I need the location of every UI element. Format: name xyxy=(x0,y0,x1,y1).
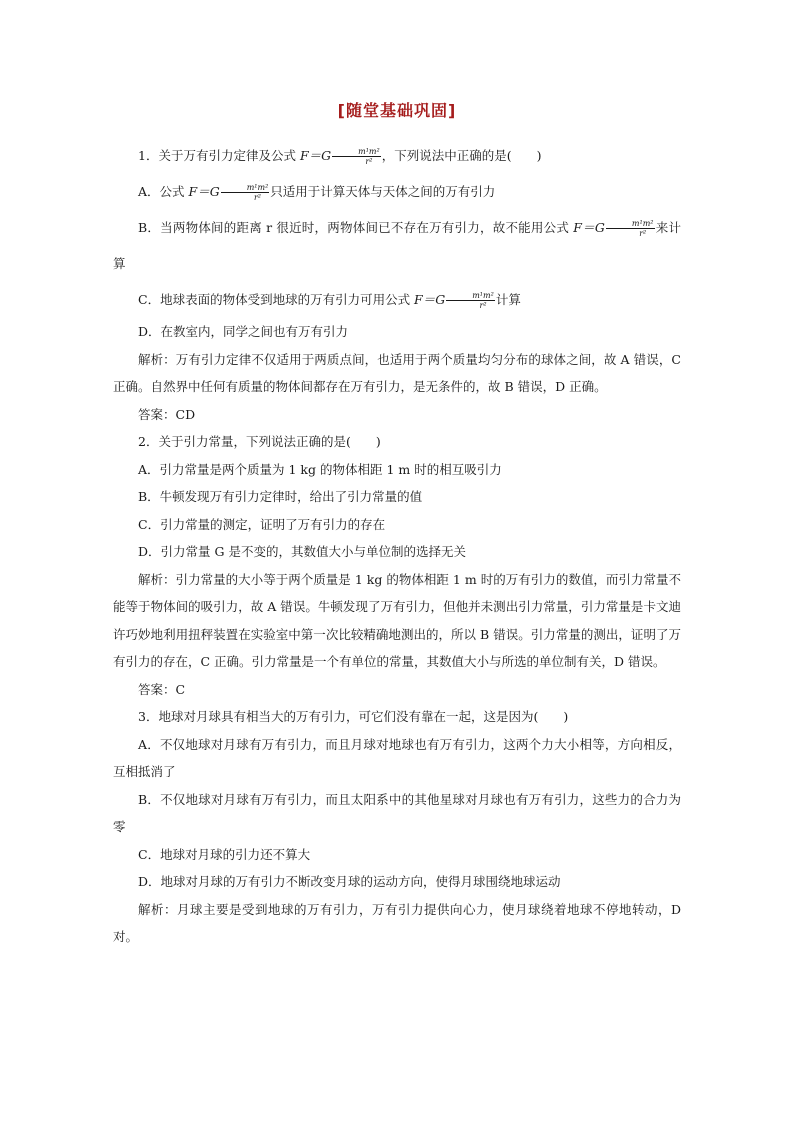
question-2-option-b: B．牛顿发现万有引力定律时，给出了引力常量的值 xyxy=(138,489,423,504)
question-1-option-c: C．地球表面的物体受到地球的万有引力可用公式 F＝G $\frac{\text{m¹m²}}{\text{r²}}$ 计算 xyxy=(138,291,521,310)
question-3-stem: 3．地球对月球具有相当大的万有引力，可它们没有靠在一起，这是因为( ) xyxy=(138,709,569,724)
question-3-option-b: B．不仅地球对月球有万有引力，而且太阳系中的其他星球对月球也有万有引力，这些力的合力为零 xyxy=(113,791,681,834)
question-1-analysis: 解析：万有引力定律不仅适用于两质点间，也适用于两个质量均匀分布的球体之间，故 A 错误，C 正确。自然界中任何有质量的物体间都存在万有引力，是无条件的，故 B 错误，D 正确。 xyxy=(113,351,681,394)
gravitation-formula-fraction: $\frac{\text{m¹m²}}{\text{r²}}$ xyxy=(606,219,655,238)
question-1-answer: 答案：CD xyxy=(138,406,196,422)
question-1-option-d: D．在教室内，同学之间也有万有引力 xyxy=(138,324,349,339)
question-2-answer: 答案：C xyxy=(138,681,186,697)
question-3-analysis: 解析：月球主要是受到地球的万有引力，万有引力提供向心力，使月球绕着地球不停地转动，D 对。 xyxy=(113,901,681,944)
gravitation-formula-fraction: $\frac{\text{m¹m²}}{\text{r²}}$ xyxy=(221,183,270,202)
question-2-analysis: 解析：引力常量的大小等于两个质量是 1 kg 的物体相距 1 m 时的万有引力的数值，而引力常量不能等于物体间的吸引力，故 A 错误。牛顿发现了万有引力，但他并未测出引力常量，引力常量是卡文迪许巧妙地利用扭秤装置在实验室中第一次比较精确地测出的，所以 B 错误。引力常量的测出，证明了万有引力的存在，C 正确。引力常量是一个有单位的常量，其数值大小与所选的单位制有关，D 错误。 xyxy=(113,571,681,669)
gravitation-formula-fraction: $\frac{\text{m¹m²}}{\text{r²}}$ xyxy=(446,291,495,310)
section-title: [随堂基础巩固] xyxy=(337,101,457,120)
question-2-stem: 2．关于引力常量，下列说法正确的是( ) xyxy=(138,434,381,449)
question-2-option-c: C．引力常量的测定，证明了万有引力的存在 xyxy=(138,516,386,532)
question-3-option-a: A．不仅地球对月球有万有引力，而且月球对地球也有万有引力，这两个力大小相等，方向相反，互相抵消了 xyxy=(113,736,681,779)
question-2-option-d: D．引力常量 G 是不变的，其数值大小与单位制的选择无关 xyxy=(138,544,466,559)
question-2-option-a: A．引力常量是两个质量为 1 kg 的物体相距 1 m 时的相互吸引力 xyxy=(138,461,502,477)
content-body xyxy=(113,138,681,951)
question-3-option-c: C．地球对月球的引力还不算大 xyxy=(138,846,311,862)
question-3-option-d: D．地球对月球的万有引力不断改变月球的运动方向，使得月球围绕地球运动 xyxy=(138,874,561,889)
question-1-option-a: A．公式 F＝G $\frac{\text{m¹m²}}{\text{r²}}$ 只适用于计算天体与天体之间的万有引力 xyxy=(138,183,496,202)
question-1-option-b: B．当两物体间的距离 r 很近时，两物体间已不存在万有引力，故不能用公式 F＝G $\frac{\text{m¹m²}}{\text{r²}}$ 来计算 xyxy=(113,219,681,271)
gravitation-formula-fraction: $\frac{\text{m¹m²}}{\text{r²}}$ xyxy=(332,147,381,166)
question-1-stem: 1．关于万有引力定律及公式 F＝G $\frac{\text{m¹m²}}{\text{r²}}$ ，下列说法中正确的是( ) xyxy=(138,147,542,166)
